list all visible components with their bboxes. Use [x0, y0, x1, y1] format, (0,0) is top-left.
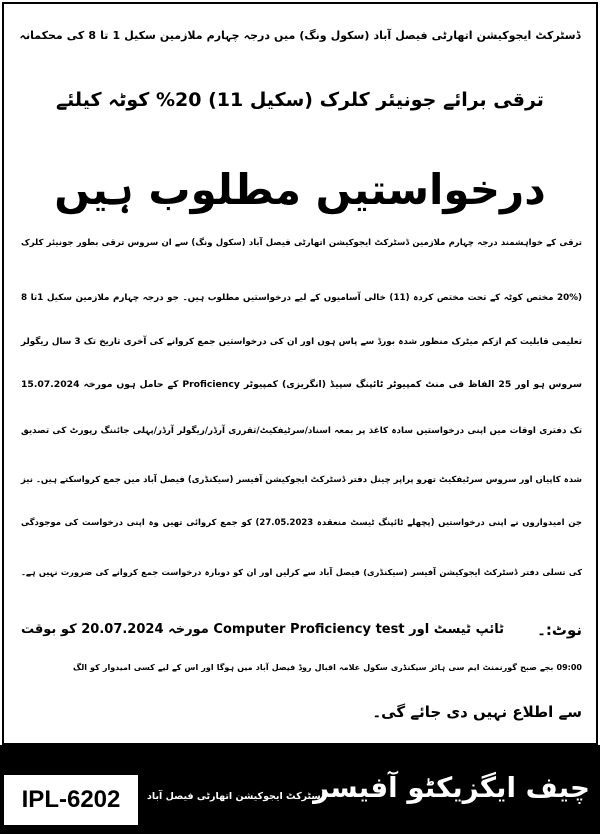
header-line-1 — [18, 16, 582, 56]
body-line-3-text: تعلیمی قابلیت کم ازکم میٹرک منظور شدہ بورڈ سے پاس ہوں اور ان کی درخواستیں جمع کروانے کی آخری تاریخ تک 3 سال ریگولر — [21, 337, 582, 347]
body-line-4 — [18, 367, 582, 403]
ad-title-text: درخواستیں مطلوب ہیں — [54, 165, 546, 214]
body-line-1 — [18, 225, 582, 261]
ad-title — [18, 156, 582, 224]
note-line-2 — [70, 650, 582, 686]
footer-bar — [0, 745, 600, 834]
body-line-8 — [18, 554, 582, 590]
note-label-text: نوٹ:۔ — [537, 621, 582, 639]
body-line-4-text: سروس ہو اور 25 الفاظ فی منٹ کمپیوٹر ٹائپنگ سپیڈ (انگریزی) کمپیوٹر Proficiency کے حامل ہوں مورخہ 15.07.2024 — [20, 379, 582, 390]
body-line-2 — [18, 280, 582, 316]
signatory-title — [310, 757, 590, 819]
issuing-office — [146, 777, 326, 817]
issuing-office-text: ڈسٹرکٹ ایجوکیشن اتھارٹی فیصل آباد — [147, 791, 325, 802]
body-line-3 — [18, 324, 582, 360]
body-line-8-text: کی تسلی دفتر ڈسٹرکٹ ایجوکیشن آفیسر (سیکنڈری) فیصل آباد سے کرلیں اور ان کو دوبارہ درخواست جمع کروانے کی ضرورت نہیں ہے۔ — [21, 567, 582, 577]
body-line-7 — [18, 505, 582, 541]
note-line-1-text: ٹائپ ٹیسٹ اور Computer Proficiency test مورخہ 20.07.2024 کو بوقت — [21, 622, 504, 637]
body-line-1-text: ترقی کے خواہشمند درجہ چہارم ملازمین ڈسٹرکٹ ایجوکیشن اتھارٹی فیصل آباد (سکول ونگ) سے ان سروس ترقی بطور جونیئر کلرک — [21, 238, 582, 248]
note-line-2-text: 09:00 بجے صبح گورنمنٹ ایم سی ہائر سیکنڈری سکول علامہ اقبال روڈ فیصل آباد میں ہوگا اور اس کے لیے کسی امیدوار کو الگ — [73, 663, 582, 672]
note-label — [516, 612, 582, 648]
body-line-6-text: شدہ کاپیاں اور سروس سرٹیفکیٹ تھرو پراپر چینل دفتر ڈسٹرکٹ ایجوکیشن آفیسر (سیکنڈری) فیصل آباد میں جمع کرواسکتے ہیں۔ نیز — [21, 475, 582, 485]
note-line-3 — [18, 694, 582, 730]
note-line-3-text: سے اطلاع نہیں دی جائے گی۔ — [372, 703, 582, 721]
note-line-1 — [18, 612, 504, 648]
ad-reference-box — [4, 775, 138, 825]
header-line-1-text: ڈسٹرکٹ ایجوکیشن اتھارٹی فیصل آباد (سکول ونگ) میں درجہ چہارم ملازمین سکیل 1 تا 8 کی محکمانہ — [19, 29, 581, 42]
body-line-5-text: تک دفتری اوقات میں اپنی درخواستیں سادہ کاغذ پر بمعہ اسناد/سرٹیفکیٹ/تقرری آرڈر/ریگولر آرڈر/پہلی جائننگ رپورٹ کی تصدیق — [21, 426, 582, 436]
ad-reference-number: IPL-6202 — [21, 786, 121, 813]
signatory-title-text: چیف ایگزیکٹو آفیسر — [313, 771, 590, 804]
body-line-6 — [18, 462, 582, 498]
header-line-2 — [18, 80, 582, 120]
body-line-2-text: (20% مختص کوٹہ کے تحت مختص کردہ (11) خالی آسامیوں کے لیے درخواستیں مطلوب ہیں۔ جو درجہ چہارم ملازمین سکیل 1تا 8 — [21, 293, 582, 303]
body-line-7-text: جن امیدواروں نے اپنی درخواستیں (پچھلے ٹائپنگ ٹیسٹ منعقدہ 27.05.2023) کو جمع کروائی تھیں وہ اپنی درخواست کی موجودگی — [21, 518, 582, 528]
body-line-5 — [18, 413, 582, 449]
header-line-2-text: ترقی برائے جونیئر کلرک (سکیل 11) 20% کوٹہ کیلئے — [56, 89, 544, 111]
